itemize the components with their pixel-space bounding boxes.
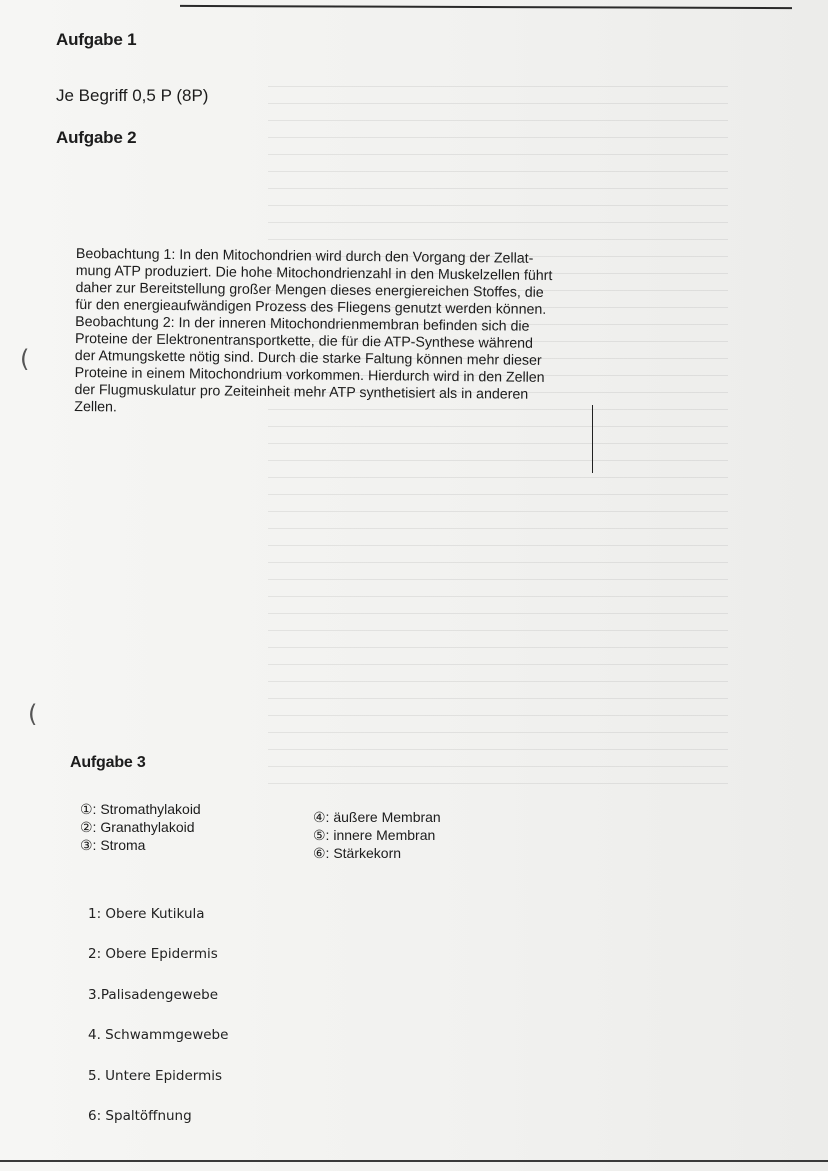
aufgabe3-right-list bbox=[313, 808, 441, 862]
answer-line: mung ATP produziert. Die hohe Mitochondrienzahl in den Muskelzellen führt bbox=[75, 262, 553, 284]
binder-hole-mark: ( bbox=[28, 700, 38, 728]
aufgabe1-heading: Aufgabe 1 bbox=[56, 30, 137, 49]
bottom-rule bbox=[0, 1160, 828, 1162]
list-item: 4. Schwammgewebe bbox=[88, 1027, 229, 1044]
answer-line: der Flugmuskulatur pro Zeiteinheit mehr ATP synthetisiert als in anderen bbox=[74, 381, 529, 403]
list-item: ④: äußere Membran bbox=[313, 809, 441, 825]
aufgabe3-left-list bbox=[80, 800, 201, 854]
aufgabe3-heading: Aufgabe 3 bbox=[70, 754, 146, 771]
list-item: ①: Stromathylakoid bbox=[80, 801, 201, 817]
aufgabe2-heading: Aufgabe 2 bbox=[56, 128, 137, 147]
aufgabe1-points: Je Begriff 0,5 P (8P) bbox=[56, 86, 209, 105]
list-item: 5. Untere Epidermis bbox=[88, 1067, 223, 1084]
answer-line: der Atmungskette nötig sind. Durch die starke Faltung können mehr dieser bbox=[74, 347, 542, 369]
answer-line: Beobachtung 1: In den Mitochondrien wird durch den Vorgang der Zellat- bbox=[75, 246, 534, 267]
answer-line: für den energieaufwändigen Prozess des Fliegens genutzt werden können. bbox=[75, 296, 547, 318]
answer-line: Beobachtung 2: In der inneren Mitochondrienmembran befinden sich die bbox=[75, 313, 530, 335]
answer-line: daher zur Bereitstellung großer Mengen dieses energiereichen Stoffes, die bbox=[75, 279, 544, 301]
answer-line: Proteine in einem Mitochondrium vorkommen. Hierdurch wird in den Zellen bbox=[74, 364, 545, 386]
bleed-through-text bbox=[268, 86, 728, 786]
list-item: ③: Stroma bbox=[80, 837, 146, 853]
answer-line: Zellen. bbox=[74, 398, 117, 416]
answer-line: Proteine der Elektronentransportkette, die für die ATP-Synthese während bbox=[74, 330, 534, 352]
binder-hole-mark: ( bbox=[20, 345, 30, 373]
list-item: ②: Granathylakoid bbox=[80, 819, 195, 835]
aufgabe2-answer bbox=[74, 246, 596, 421]
list-item: ⑤: innere Membran bbox=[313, 827, 436, 843]
margin-mark bbox=[592, 405, 593, 473]
list-item: 2: Obere Epidermis bbox=[88, 946, 218, 963]
list-item: 1: Obere Kutikula bbox=[88, 906, 205, 922]
list-item: 6: Spaltöffnung bbox=[88, 1107, 192, 1124]
leaf-structure-list bbox=[88, 906, 228, 1148]
list-item: ⑥: Stärkekorn bbox=[313, 845, 402, 861]
top-rule bbox=[180, 5, 792, 9]
list-item: 3.Palisadengewebe bbox=[88, 986, 219, 1003]
